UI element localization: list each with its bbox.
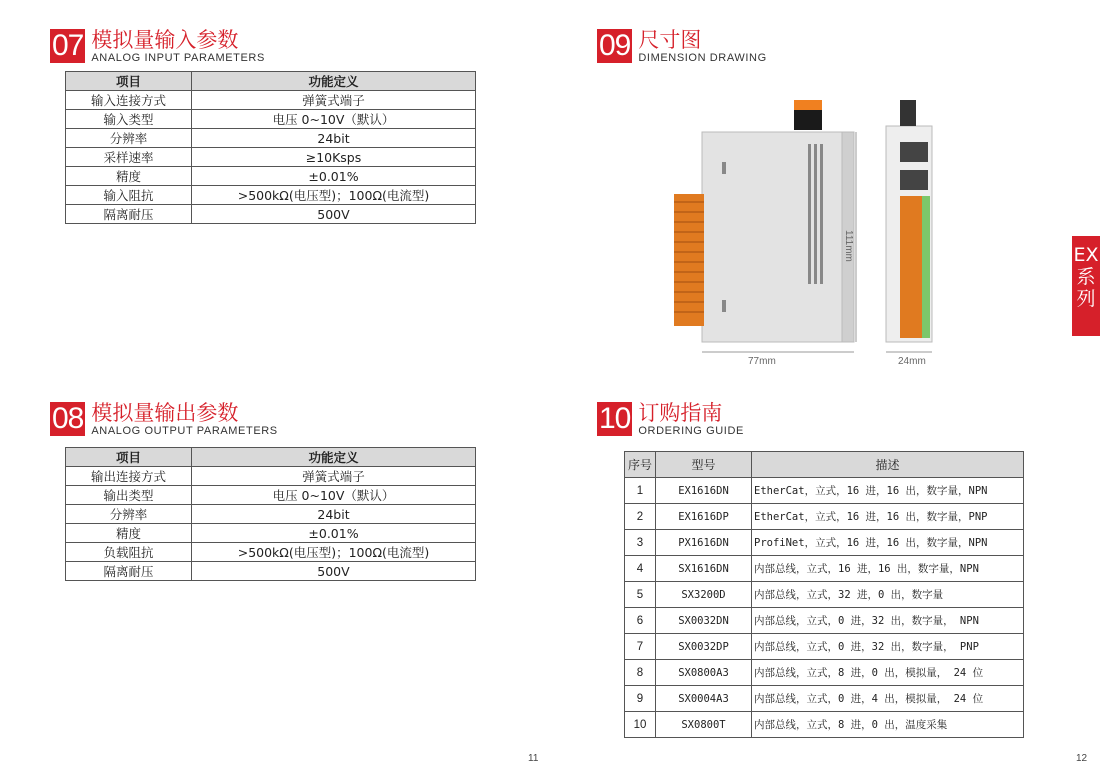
analog-output-table	[65, 447, 476, 581]
section-number: 09	[599, 29, 631, 62]
analog-input-table	[65, 71, 476, 224]
height-label: 111mm	[843, 230, 854, 262]
row-index: 4	[625, 556, 656, 582]
model-code: SX3200D	[656, 582, 752, 608]
table-header: 序号	[625, 452, 656, 478]
section-07-heading	[50, 29, 265, 64]
row-index: 10	[625, 712, 656, 738]
section-title-cn: 模拟量输出参数	[91, 401, 239, 425]
model-code: SX0800A3	[656, 660, 752, 686]
width-label: 77mm	[748, 356, 776, 367]
table-header: 项目	[66, 448, 192, 467]
param-value: 弹簧式端子	[192, 467, 476, 486]
model-description: 内部总线，立式，0 进，4 出，模拟量， 24 位	[752, 686, 1024, 712]
model-code: EX1616DP	[656, 504, 752, 530]
model-description: 内部总线，立式，0 进，32 出，数字量， PNP	[752, 634, 1024, 660]
model-code: PX1616DN	[656, 530, 752, 556]
section-title-cn: 尺寸图	[638, 28, 702, 52]
model-code: EX1616DN	[656, 478, 752, 504]
section-10-heading	[597, 402, 744, 437]
model-description: 内部总线，立式，8 进，0 出，温度采集	[752, 712, 1024, 738]
model-description: EtherCat，立式，16 进，16 出，数字量，PNP	[752, 504, 1024, 530]
table-row	[66, 562, 476, 581]
table-row	[625, 530, 1024, 556]
section-title-en: ORDERING GUIDE	[638, 425, 744, 437]
param-name: 隔离耐压	[66, 562, 192, 581]
param-name: 精度	[66, 167, 192, 186]
row-index: 6	[625, 608, 656, 634]
model-description: 内部总线，立式，32 进，0 出，数字量	[752, 582, 1024, 608]
section-title-cn: 订购指南	[638, 401, 723, 425]
section-number: 07	[52, 29, 84, 62]
front-terminal-block	[900, 196, 922, 338]
rj45-port-2	[900, 170, 928, 190]
section-number: 08	[52, 402, 84, 435]
section-number: 10	[599, 402, 631, 435]
section-title-en: ANALOG OUTPUT PARAMETERS	[91, 425, 278, 437]
table-header: 项目	[66, 72, 192, 91]
param-name: 输入类型	[66, 110, 192, 129]
depth-label: 24mm	[898, 356, 926, 367]
param-name: 分辨率	[66, 505, 192, 524]
param-name: 负载阻抗	[66, 543, 192, 562]
table-row	[66, 129, 476, 148]
model-code: SX0032DN	[656, 608, 752, 634]
param-value: ≥10Ksps	[192, 148, 476, 167]
row-index: 5	[625, 582, 656, 608]
front-top-connector	[900, 100, 916, 126]
row-index: 9	[625, 686, 656, 712]
table-row	[66, 543, 476, 562]
top-connector	[794, 100, 822, 110]
param-name: 输出连接方式	[66, 467, 192, 486]
table-row	[66, 524, 476, 543]
table-header: 型号	[656, 452, 752, 478]
table-row	[625, 608, 1024, 634]
table-header: 功能定义	[192, 448, 476, 467]
table-row	[625, 686, 1024, 712]
table-row	[625, 660, 1024, 686]
model-description: 内部总线，立式，16 进，16 出，数字量，NPN	[752, 556, 1024, 582]
param-value: 24bit	[192, 505, 476, 524]
page-number-left: 11	[528, 753, 539, 764]
param-value: ±0.01%	[192, 167, 476, 186]
param-value: 电压 0~10V（默认）	[192, 486, 476, 505]
model-code: SX0032DP	[656, 634, 752, 660]
table-row	[66, 505, 476, 524]
param-name: 输出类型	[66, 486, 192, 505]
param-value: 24bit	[192, 129, 476, 148]
param-name: 分辨率	[66, 129, 192, 148]
model-description: 内部总线，立式，8 进，0 出，模拟量， 24 位	[752, 660, 1024, 686]
row-index: 3	[625, 530, 656, 556]
section-08-heading	[50, 402, 278, 437]
row-index: 2	[625, 504, 656, 530]
model-description: ProfiNet，立式，16 进，16 出，数字量，NPN	[752, 530, 1024, 556]
model-code: SX0004A3	[656, 686, 752, 712]
param-name: 输入连接方式	[66, 91, 192, 110]
table-header: 描述	[752, 452, 1024, 478]
table-row	[66, 167, 476, 186]
page-number-right: 12	[1076, 753, 1088, 764]
section-title-en: ANALOG INPUT PARAMETERS	[91, 52, 265, 64]
table-row	[625, 478, 1024, 504]
param-value: >500kΩ(电压型)；100Ω(电流型)	[192, 543, 476, 562]
param-name: 隔离耐压	[66, 205, 192, 224]
table-row	[625, 556, 1024, 582]
table-row	[625, 712, 1024, 738]
table-row	[625, 504, 1024, 530]
model-code: SX0800T	[656, 712, 752, 738]
table-row	[625, 634, 1024, 660]
section-09-heading	[597, 29, 767, 64]
param-name: 采样速率	[66, 148, 192, 167]
top-connector-base	[794, 110, 822, 130]
table-header: 功能定义	[192, 72, 476, 91]
table-row	[66, 91, 476, 110]
table-row	[66, 486, 476, 505]
table-row	[625, 582, 1024, 608]
section-title-en: DIMENSION DRAWING	[638, 52, 767, 64]
model-code: SX1616DN	[656, 556, 752, 582]
param-value: 弹簧式端子	[192, 91, 476, 110]
row-index: 7	[625, 634, 656, 660]
dimension-drawing	[668, 90, 968, 410]
section-title-cn: 模拟量输入参数	[91, 28, 239, 52]
param-value: 500V	[192, 205, 476, 224]
side-terminal	[674, 194, 704, 326]
rj45-port-1	[900, 142, 928, 162]
series-side-tab: EX系列	[1072, 236, 1100, 336]
model-description: EtherCat，立式，16 进，16 出，数字量，NPN	[752, 478, 1024, 504]
row-index: 1	[625, 478, 656, 504]
param-name: 精度	[66, 524, 192, 543]
param-value: ±0.01%	[192, 524, 476, 543]
row-index: 8	[625, 660, 656, 686]
led-strip	[922, 196, 930, 338]
table-row	[66, 205, 476, 224]
ordering-guide-table	[624, 451, 1024, 738]
table-row	[66, 186, 476, 205]
model-description: 内部总线，立式，0 进，32 出，数字量， NPN	[752, 608, 1024, 634]
param-value: 500V	[192, 562, 476, 581]
param-value: >500kΩ(电压型)；100Ω(电流型)	[192, 186, 476, 205]
table-row	[66, 467, 476, 486]
table-row	[66, 110, 476, 129]
param-name: 输入阻抗	[66, 186, 192, 205]
param-value: 电压 0~10V（默认）	[192, 110, 476, 129]
table-row	[66, 148, 476, 167]
